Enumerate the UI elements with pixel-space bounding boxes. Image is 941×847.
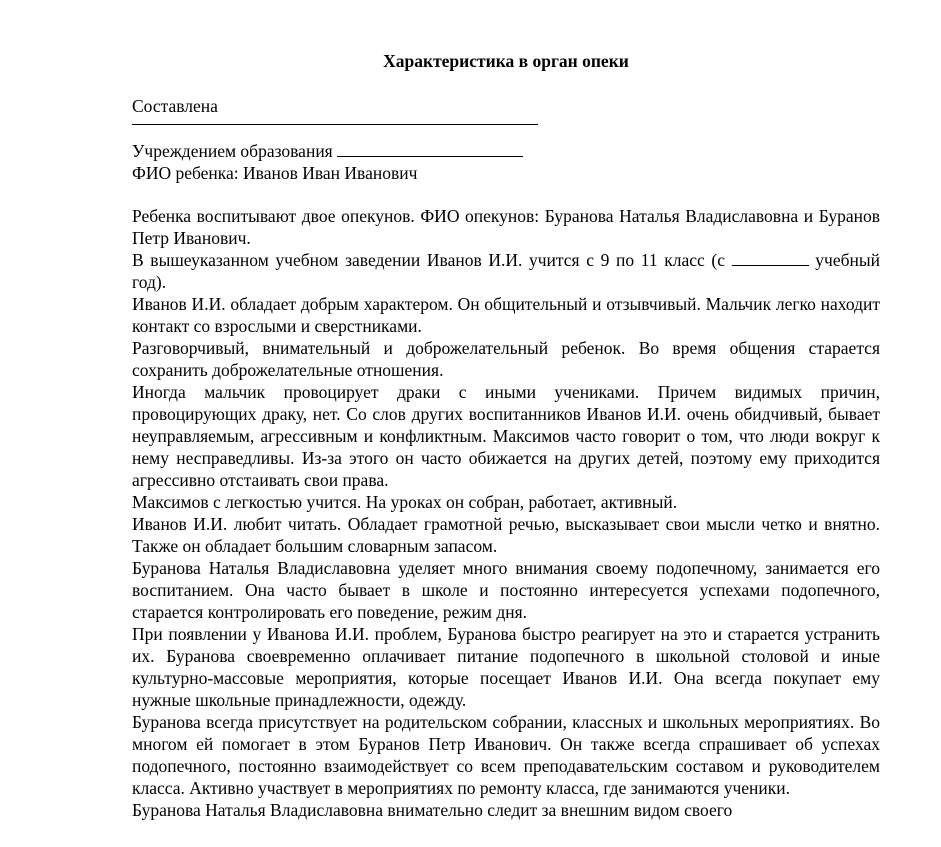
- paragraph-conflicts: Иногда мальчик провоцирует драки с иными учениками. Причем видимых причин, провоцирующих драку, нет. Со слов других воспитанников Иванов И.И. очень обидчивый, бывает неуправляемым, агрессивным и конфликтным. Максимов часто говорит о том, что люди вокруг к нему несправедливы. Из-за этого он часто обижается на других детей, поэтому ему приходится агрессивно отстаивать свои права.: [132, 382, 880, 490]
- document-body: [132, 205, 880, 821]
- child-name-line: ФИО ребенка: Иванов Иван Иванович: [132, 163, 418, 183]
- paragraph-appearance: Буранова Наталья Владиславовна внимательно следит за внешним видом своего: [132, 800, 733, 820]
- composed-blank-line: [132, 124, 538, 125]
- document-title: Характеристика в орган опеки: [383, 51, 629, 71]
- paragraph-talkative: Разговорчивый, внимательный и доброжелательный ребенок. Во время общения старается сохранить доброжелательные отношения.: [132, 338, 880, 380]
- institution-blank: [337, 140, 523, 157]
- school-year-blank: [732, 249, 809, 266]
- paragraph-studies: Максимов с легкостью учится. На уроках он собран, работает, активный.: [132, 492, 678, 512]
- school-year-suffix: учебный год).: [132, 250, 881, 292]
- paragraph-reading: Иванов И.И. любит читать. Обладает грамотной речью, высказывает свои мысли четко и внятно. Также он обладает большим словарным запасом.: [132, 514, 880, 556]
- institution-line: [132, 140, 523, 162]
- paragraph-guardian-attention: Буранова Наталья Владиславовна уделяет много внимания своему подопечному, занимается его воспитанием. Она часто бывает в школе и постоянно интересуется успехами подопечного, старается контролировать его поведение, режим дня.: [132, 558, 880, 622]
- paragraph-school-years: [132, 249, 880, 293]
- school-years-text: В вышеуказанном учебном заведении Иванов И.И. учится с 9 по 11 класс (с: [132, 250, 726, 270]
- paragraph-meetings: Буранова всегда присутствует на родительском собрании, классных и школьных мероприятиях. Во многом ей помогает в этом Буранов Петр Иванович. Он также всегда спрашивает об успехах подопечного, постоянно взаимодействует со всем преподавательским составом и руководителем класса. Активно участвует в мероприятиях по ремонту класса, где занимаются ученики.: [132, 712, 880, 798]
- paragraph-character: Иванов И.И. обладает добрым характером. Он общительный и отзывчивый. Мальчик легко находит контакт со взрослыми и сверстниками.: [132, 294, 880, 336]
- composed-label: Составлена: [132, 96, 218, 116]
- paragraph-problems: При появлении у Иванова И.И. проблем, Буранова быстро реагирует на это и старается устранить их. Буранова своевременно оплачивает питание подопечного в школьной столовой и иные культурно-массовые мероприятия, которые посещает Иванов И.И. Она всегда покупает ему нужные школьные принадлежности, одежду.: [132, 624, 880, 710]
- institution-label: Учреждением образования: [132, 141, 333, 161]
- paragraph-guardians: Ребенка воспитывают двое опекунов. ФИО опекунов: Буранова Наталья Владиславовна и Буранов Петр Иванович.: [132, 206, 880, 248]
